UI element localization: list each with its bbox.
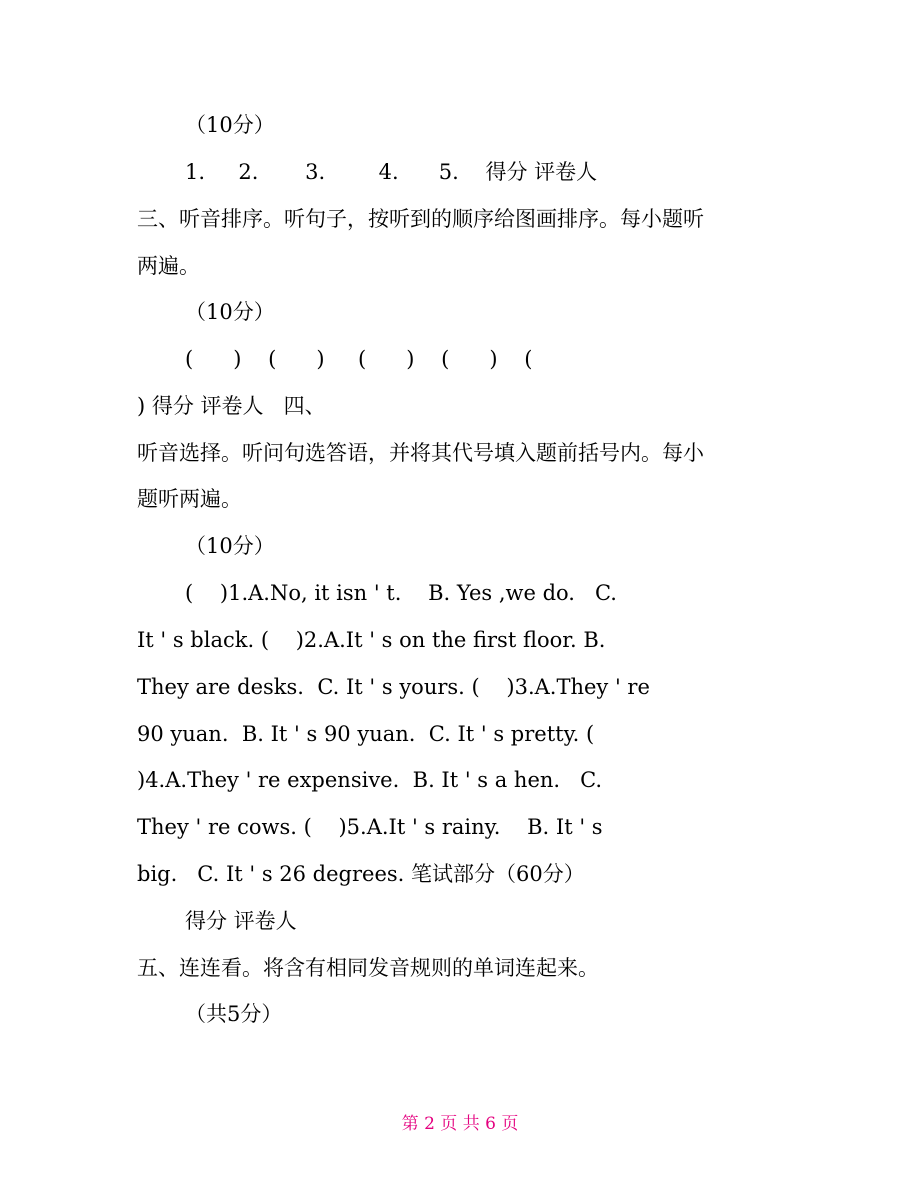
- answer-numbers-row: 1. 2. 3. 4. 5. 得分 评卷人: [185, 160, 598, 184]
- score-note-1: （10分）: [185, 113, 275, 137]
- score-note-3: （10分）: [185, 534, 275, 558]
- question-line-7: big. C. It ' s 26 degrees. 笔试部分（60分）: [137, 862, 585, 886]
- page-number-footer: 第 2 页 共 6 页: [401, 1114, 519, 1134]
- question-line-4: 90 yuan. B. It ' s 90 yuan. C. It ' s pretty. (: [137, 722, 595, 746]
- question-line-5: )4.A.They ' re expensive. B. It ' s a hen. C.: [137, 768, 603, 792]
- question-line-1: ( )1.A.No, it isn ' t. B. Yes ,we do. C.: [185, 581, 617, 605]
- bracket-close-and-section-4: ) 得分 评卷人 四、: [137, 394, 326, 418]
- score-grader-label: 得分 评卷人: [185, 909, 297, 933]
- question-line-6: They ' re cows. ( )5.A.It ' s rainy. B. It ' s: [137, 815, 603, 839]
- blank-brackets-row: ( ) ( ) ( ) ( ) (: [185, 347, 533, 371]
- section-3-heading-cont: 两遍。: [137, 254, 200, 278]
- section-3-heading: 三、听音排序。听句子，按听到的顺序给图画排序。每小题听: [137, 207, 704, 231]
- question-line-3: They are desks. C. It ' s yours. ( )3.A.They ' re: [137, 675, 650, 699]
- score-note-4: （共5分）: [185, 1002, 283, 1026]
- section-4-heading-cont: 题听两遍。: [137, 487, 242, 511]
- question-line-2: It ' s black. ( )2.A.It ' s on the first floor. B.: [137, 628, 606, 652]
- score-note-2: （10分）: [185, 300, 275, 324]
- section-4-heading: 听音选择。听问句选答语，并将其代号填入题前括号内。每小: [137, 441, 704, 465]
- section-5-heading: 五、连连看。将含有相同发音规则的单词连起来。: [137, 956, 599, 980]
